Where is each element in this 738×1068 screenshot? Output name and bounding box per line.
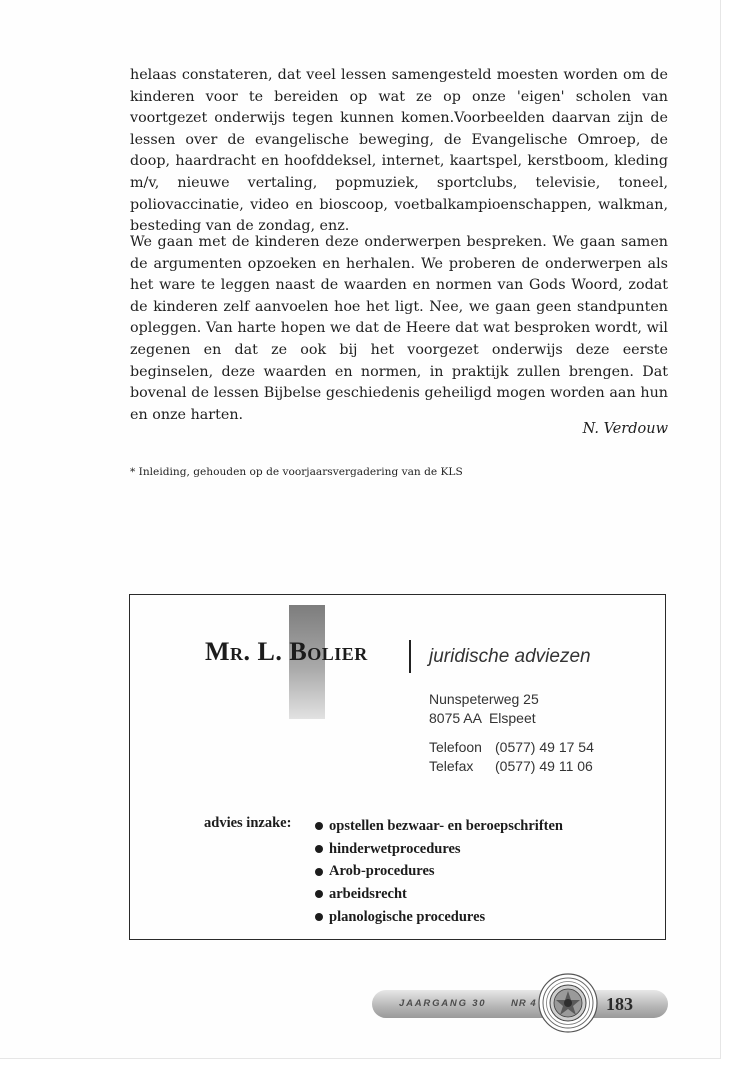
service-text: planologische procedures bbox=[329, 908, 486, 925]
fax-label: Telefax bbox=[429, 758, 474, 774]
phone-number: (0577) 49 17 54 bbox=[495, 739, 594, 755]
service-text: arbeidsrecht bbox=[329, 886, 407, 903]
advertiser-tagline: juridische adviezen bbox=[429, 646, 591, 667]
service-item bbox=[315, 883, 563, 906]
service-text: hinderwetprocedures bbox=[329, 840, 461, 857]
bullet-icon bbox=[315, 868, 323, 876]
fax-number: (0577) 49 11 06 bbox=[495, 758, 593, 774]
author-signature: N. Verdouw bbox=[582, 421, 668, 437]
footer-issue: NR 4 bbox=[511, 998, 537, 1009]
service-item bbox=[315, 815, 563, 838]
services-list bbox=[315, 815, 563, 929]
advertiser-name bbox=[205, 637, 368, 667]
emblem-seal-icon bbox=[538, 973, 598, 1033]
phone-label: Telefoon bbox=[429, 739, 482, 755]
article-paragraph-2: We gaan met de kinderen deze onderwerpen bespreken. We gaan samen de argumenten opzoeken en herhalen. We proberen de onderwerpen als het ware te leggen naast de waarden en normen van Gods Woord, zodat de kinderen zelf aanvoelen hoe het ligt. Nee, we gaan geen standpunten opleggen. Van harte hopen we dat de Heere dat wat besproken wordt, wil zegenen en dat ze ook bij het voorgezet onderwijs deze eerste beginselen, deze waarden en normen, in praktijk zullen brengen. Dat bovenal de lessen Bijbelse geschiedenis geheiligd mogen worden aan hun en onze harten. bbox=[130, 234, 668, 423]
fax-row bbox=[429, 757, 594, 776]
law-firm-advertisement bbox=[129, 594, 666, 940]
article-paragraph-1: helaas constateren, dat veel lessen samengesteld moesten worden om de kinderen voor te bereiden op wat ze op onze 'eigen' scholen van voortgezet onderwijs tegen kunnen komen.Voorbeelden daarvan zijn de lessen over de evangelische beweging, de Evangelische Omroep, de doop, haardracht en hoofddeksel, internet, kaartspel, kerstboom, kleding m/v, nieuwe vertaling, popmuziek, sportclubs, televisie, toneel, poliovaccinatie, video en bioscoop, voetbalkampioenschappen, walkman, besteding van de zondag, enz. bbox=[130, 67, 668, 235]
footer-volume: JAARGANG 30 bbox=[399, 998, 487, 1009]
services-label: advies inzake: bbox=[204, 815, 292, 831]
service-item bbox=[315, 906, 563, 929]
service-text: Arob-procedures bbox=[329, 863, 435, 880]
service-item bbox=[315, 860, 563, 883]
logo-divider bbox=[409, 640, 411, 673]
bullet-icon bbox=[315, 822, 323, 830]
service-item bbox=[315, 838, 563, 861]
service-text: opstellen bezwaar- en beroepschriften bbox=[329, 818, 563, 834]
footnote: * Inleiding, gehouden op de voorjaarsvergadering van de KLS bbox=[130, 466, 463, 478]
bullet-icon bbox=[315, 913, 323, 921]
bullet-icon bbox=[315, 890, 323, 898]
bullet-icon bbox=[315, 845, 323, 853]
advertiser-name-text: Mr. L. Bolier bbox=[205, 637, 368, 666]
advertiser-address bbox=[429, 690, 539, 728]
address-street: Nunspeterweg 25 bbox=[429, 691, 539, 707]
page-number: 183 bbox=[606, 994, 633, 1014]
phone-row bbox=[429, 738, 594, 757]
address-city: 8075 AA Elspeet bbox=[429, 710, 536, 726]
advertiser-contact bbox=[429, 738, 594, 776]
